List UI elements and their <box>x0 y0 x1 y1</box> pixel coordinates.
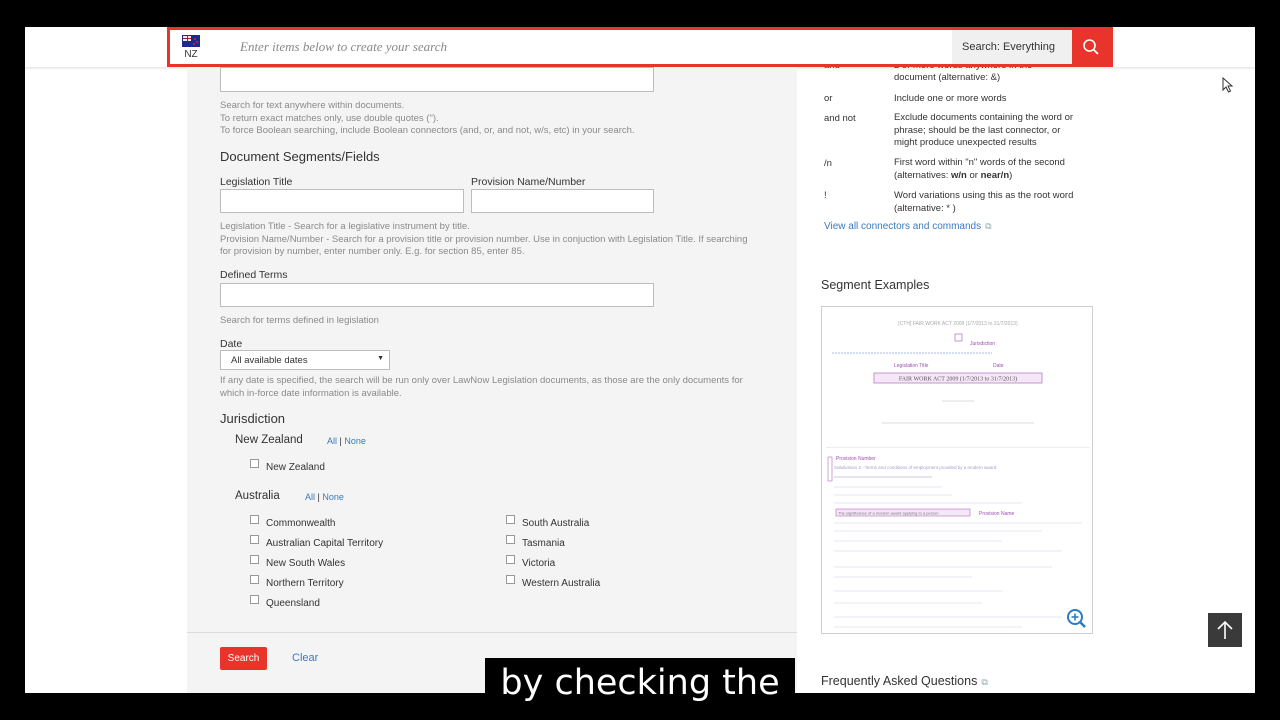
back-to-top-button[interactable] <box>1208 613 1242 647</box>
date-select[interactable] <box>220 350 390 370</box>
segments-title: Document Segments/Fields <box>220 149 380 164</box>
connector-op-andnot: and not <box>824 113 856 124</box>
search-bar <box>167 27 1113 67</box>
jurisdiction-title: Jurisdiction <box>220 411 286 426</box>
svg-text:The significance of a modern a: The significance of a modern award applying to a person <box>838 510 939 516</box>
search-form <box>187 67 797 693</box>
arrow-up-icon <box>1216 620 1234 640</box>
connector-desc-and: document (alternative: &) <box>894 72 1001 83</box>
checkbox-tas[interactable]: Tasmania <box>506 538 565 549</box>
date-label: Date <box>220 338 243 350</box>
external-link-icon: ⧉ <box>981 677 988 687</box>
checkbox-nt[interactable]: Northern Territory <box>250 578 344 589</box>
legislation-title-label: Legislation Title <box>220 176 293 188</box>
search-help: Search for text anywhere within documents. To return exact matches only, use double quotes ("). To force Boolean searching, include Boolean connectors (and, or, and not, w/s, etc) in your search. <box>220 100 635 136</box>
segment-examples-image[interactable] <box>821 306 1093 634</box>
nz-none-link[interactable]: None <box>344 436 366 446</box>
au-all-none: All | None <box>305 492 344 502</box>
nz-all-none: All | None <box>327 436 366 446</box>
checkbox-new-zealand[interactable]: New Zealand <box>250 462 325 473</box>
checkbox-sa[interactable]: South Australia <box>506 518 589 529</box>
checkbox-commonwealth[interactable]: Commonwealth <box>250 518 335 529</box>
form-divider <box>187 632 797 633</box>
au-none-link[interactable]: None <box>322 492 344 502</box>
country-code: NZ <box>184 48 198 60</box>
checkbox-box[interactable] <box>250 459 259 468</box>
external-link-icon: ⧉ <box>985 221 992 231</box>
defined-terms-field[interactable] <box>220 283 654 307</box>
svg-text:[CTH] FAIR WORK ACT 2009 (1/7/: [CTH] FAIR WORK ACT 2009 (1/7/2013 to 31/7/2013) <box>898 321 1018 327</box>
defined-terms-help: Search for terms defined in legislation <box>220 315 379 326</box>
au-all-link[interactable]: All <box>305 492 316 502</box>
legislation-title-field[interactable] <box>220 189 464 213</box>
search-scope-dropdown[interactable]: Search: Everything <box>952 30 1072 64</box>
checkbox-act[interactable]: Australian Capital Territory <box>250 538 383 549</box>
checkbox-vic[interactable]: Victoria <box>506 558 555 569</box>
view-all-connectors-link[interactable]: View all connectors and commands ⧉ <box>824 221 992 232</box>
nz-flag-icon <box>182 35 200 47</box>
help-sidebar <box>820 67 1100 693</box>
connector-desc-bang: Word variations using this as the root word (alternative: * ) <box>894 190 1074 214</box>
search-button[interactable]: Search <box>220 647 267 670</box>
segments-help: Legislation Title - Search for a legislative instrument by title. Provision Name/Number - Search for a provision title or provision number. Use in conjuction with Legislation Title. If searching for provision by number, enter number only. E.g. for section 85, enter 85. <box>220 221 748 257</box>
search-submit-button[interactable] <box>1072 30 1110 64</box>
search-icon <box>1082 38 1100 56</box>
connector-op-or: or <box>824 93 833 104</box>
svg-text:Subdivision 3 - Terms and cond: Subdivision 3 - Terms and conditions of employment provided by a modern award <box>834 465 997 470</box>
connector-op-bang: ! <box>824 190 827 201</box>
date-help: If any date is specified, the search will be run only over LawNow Legislation documents, as those are the only documents for which in-force date information is available. <box>220 375 743 399</box>
search-input[interactable]: Enter items below to create your search <box>240 39 447 54</box>
checkbox-wa[interactable]: Western Australia <box>506 578 600 589</box>
svg-text:FAIR WORK ACT 2009 (1/7/2013 t: FAIR WORK ACT 2009 (1/7/2013 to 31/7/2013) <box>898 376 1018 383</box>
svg-text:Legislation Title: Legislation Title <box>894 363 929 369</box>
browser-viewport <box>25 27 1255 693</box>
segment-examples-title: Segment Examples <box>821 278 930 292</box>
provision-field[interactable] <box>471 189 654 213</box>
date-select-value: All available dates <box>231 354 308 366</box>
checkbox-qld[interactable]: Queensland <box>250 598 320 609</box>
text-search-field[interactable] <box>220 67 654 92</box>
svg-text:Date: Date <box>993 363 1004 369</box>
nz-all-link[interactable]: All <box>327 436 338 446</box>
segment-example-diagram <box>822 307 1093 634</box>
defined-terms-label: Defined Terms <box>220 269 288 281</box>
connector-op-n: /n <box>824 158 832 169</box>
connector-desc-andnot: Exclude documents containing the word or phrase; should be the last connector, or might produce unexpected results <box>894 112 1074 148</box>
connector-desc-or: Include one or more words <box>894 93 1007 104</box>
au-group-title: Australia <box>235 490 280 502</box>
mouse-cursor-icon <box>1222 77 1234 93</box>
country-selector[interactable] <box>170 30 212 64</box>
svg-text:Provision Name: Provision Name <box>979 511 1015 517</box>
connector-desc-n: First word within "n" words of the second (alternatives: w/n or near/n) <box>894 157 1065 181</box>
checkbox-nsw[interactable]: New South Wales <box>250 558 345 569</box>
svg-text:Jurisdiction: Jurisdiction <box>970 341 996 347</box>
faq-link[interactable]: Frequently Asked Questions ⧉ <box>821 674 988 688</box>
svg-text:Provision Number: Provision Number <box>836 456 876 462</box>
provision-label: Provision Name/Number <box>471 176 586 188</box>
nz-group-title: New Zealand <box>235 434 303 446</box>
clear-button[interactable]: Clear <box>292 652 319 664</box>
video-caption: by checking the <box>485 658 795 708</box>
caret-down-icon: ▼ <box>377 355 384 362</box>
